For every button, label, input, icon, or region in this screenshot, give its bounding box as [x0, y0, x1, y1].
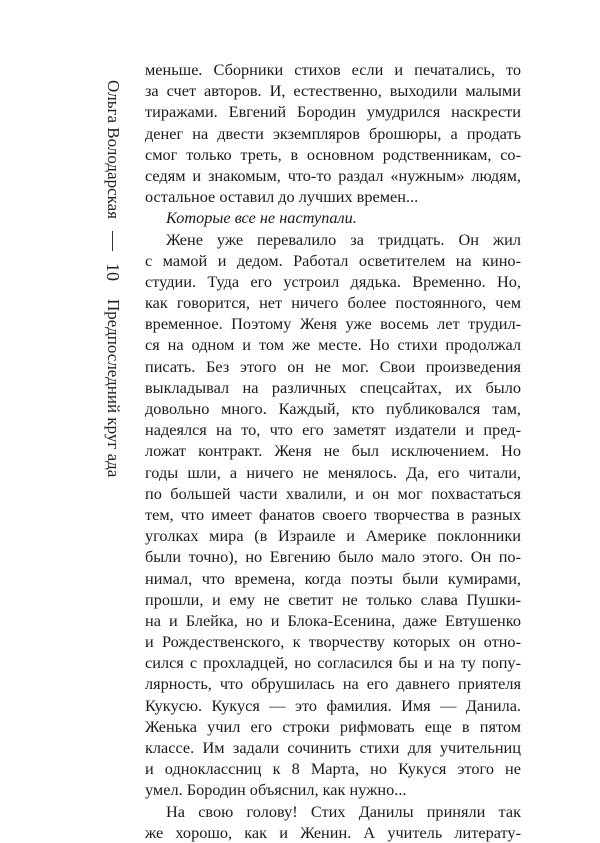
text-line: прошли, и ему не светит не только слава Пушки-	[145, 589, 521, 609]
text-line: выкладывал на различных спецсайтах, их было	[145, 377, 521, 397]
text-line: умел. Бородин объяснил, как нужно...	[145, 780, 407, 800]
text-line: меньше. Сборники стихов если и печатались, то	[145, 60, 521, 79]
text-line: Кукусю. Кукуся — это фамилия. Имя — Данила.	[145, 695, 521, 715]
text-line: писать. Без этого он не мог. Свои произведения	[145, 356, 521, 376]
text-line: лярность, что обрушилась на его давнего приятеля	[145, 674, 521, 694]
text-line: и одноклассниц к 8 Марта, но Кукуся этого не	[145, 759, 521, 779]
text-line: годы шли, а ничего не менялось. Да, его читали,	[145, 462, 521, 482]
text-line: Жене уже перевалило за тридцать. Он жил	[166, 229, 521, 249]
book-title: Предпоследний круг ада	[104, 299, 123, 478]
text-line: же хорошо, как и Женин. А учитель литерату-	[145, 822, 521, 842]
page-number: 10	[103, 263, 124, 281]
text-line: и Рождественского, к творчеству которых он отно-	[145, 632, 521, 652]
text-line: остальное оставил до лучших времен...	[145, 187, 419, 207]
text-line: Женька учил его строки рифмовать еще в пятом	[145, 716, 521, 736]
header-divider	[113, 231, 114, 251]
text-line: тем, что имеет фанатов своего творчества в разных	[145, 504, 521, 524]
text-line: по большей части хвалили, и он мог похвастаться	[145, 483, 521, 503]
text-line: временное. Поэтому Женя уже восемь лет трудил-	[145, 314, 521, 334]
text-line: нимал, что времена, когда поэты были кумирами,	[145, 568, 521, 588]
text-line: студии. Туда его устроил дядька. Временно. Но,	[145, 271, 521, 291]
text-line: довольно много. Каждый, кто публиковался там,	[145, 399, 521, 418]
text-line: седям и знакомым, что-то раздал «нужным» людям,	[145, 165, 521, 185]
text-line: как говорится, нет ничего более постоянного, чем	[145, 293, 521, 313]
text-line: тиражами. Евгений Бородин умудрился наскрести	[145, 102, 521, 122]
text-line: на и Блейка, но и Блока-Есенина, даже Евтушенко	[145, 610, 521, 630]
text-line: надеялся на то, что его заметят издатели и пред-	[145, 420, 521, 440]
author-name: Ольга Володарская	[104, 80, 123, 219]
text-line: смог только треть, в основном родственникам, со-	[145, 144, 521, 164]
text-line: с мамой и дедом. Работал осветителем на кино-	[145, 250, 521, 270]
text-line: уголках мира (в Израиле и Америке поклонники	[145, 526, 521, 546]
text-line: денег на двести экземпляров брошюры, а продать	[145, 123, 521, 143]
body-text	[145, 59, 521, 843]
running-header	[96, 78, 130, 638]
text-line: На свою голову! Стих Данилы приняли так	[166, 801, 521, 821]
text-line: были точно), но Евгению было мало этого. Он по-	[145, 547, 521, 567]
text-line: за счет авторов. И, естественно, выходили малыми	[145, 81, 521, 101]
text-line: сился с прохладцей, но согласился бы и на ту попу-	[145, 653, 521, 673]
text-line: классе. Им задали сочинить стихи для учительниц	[145, 738, 521, 757]
text-line: Которые все не наступали.	[166, 208, 357, 228]
text-line: ся на одном и том же месте. Но стихи продолжал	[145, 335, 521, 355]
text-line: ложат контракт. Женя не был исключением. Но	[145, 441, 521, 461]
